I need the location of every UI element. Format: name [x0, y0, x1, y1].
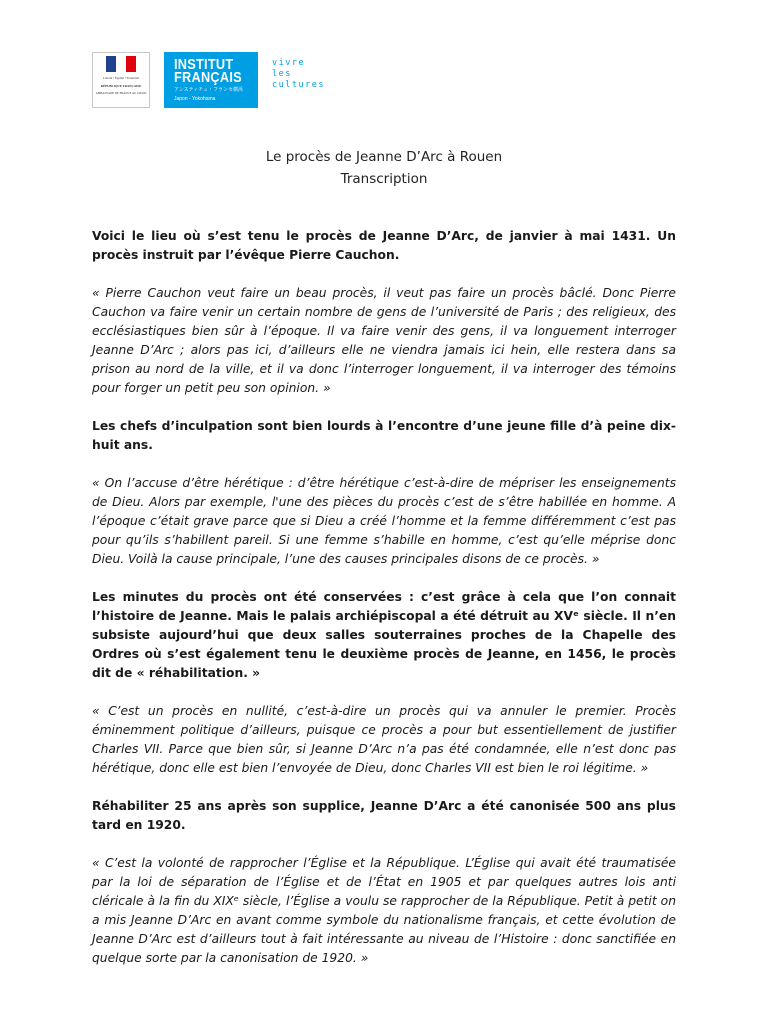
transcription-body	[92, 227, 676, 987]
tagline	[272, 58, 325, 91]
marianne-logo	[92, 52, 150, 108]
marianne-motto: Liberté • Égalité • Fraternité	[102, 76, 140, 80]
paragraph-narration: Réhabiliter 25 ans après son supplice, Jeanne D’Arc a été canonisée 500 ans plus tard en 1920.	[92, 799, 676, 832]
document-title	[0, 146, 768, 190]
paragraph-narration: Les minutes du procès ont été conservées : c’est grâce à cela que l’on connait l’histoire de Jeanne. Mais le palais archiépiscopal a été détruit au XVᵉ siècle. Il n’en subsiste aujourd’hui que deux salles souterraines proches de la Chapelle des Ordres où s’est également tenu le deuxième procès de Jeanne, en 1456, le procès dit de « réhabilitation. »	[92, 590, 676, 680]
title-line1: Le procès de Jeanne D’Arc à Rouen	[265, 149, 503, 165]
tagline-line3: cultures	[272, 80, 325, 90]
paragraph-quote: « C’est un procès en nullité, c’est-à-dire un procès qui va annuler le premier. Procès éminemment politique d’ailleurs, puisque ce procès a pour but essentiellement de justifier Charles VII. Parce que bien sûr, si Jeanne D’Arc n’a pas été condamnée, elle n’est donc pas hérétique, donc elle est bien l’envoyée de Dieu, donc Charles VII est bien le roi légitime. »	[92, 704, 676, 775]
title-line2: Transcription	[340, 171, 428, 187]
flag-white-stripe	[116, 56, 126, 72]
paragraph-quote: « Pierre Cauchon veut faire un beau procès, il veut pas faire un procès bâclé. Donc Pierre Cauchon va faire venir un certain nombre de gens de l’université de Paris ; des religieux, des ecclésiastiques bien sûr à l’époque. Il va faire venir des gens, il va longuement interroger Jeanne D’Arc ; alors pas ici, d’ailleurs elle ne viendra jamais ici hein, elle restera dans sa prison au nord de la ville, et il va donc l’interroger longuement, il va interroger des témoins pour forger un petit peu son opinion. »	[92, 286, 676, 395]
flag-blue-stripe	[106, 56, 116, 72]
header	[92, 52, 325, 110]
paragraph-quote: « C’est la volonté de rapprocher l’Église et la République. L’Église qui avait été traumatisée par la loi de séparation de l’Église et de l’État en 1905 et par quelques autres lois anti cléricale à la fin du XIXᵉ siècle, l’Église a voulu se rapprocher de la République. Petit à petit on a mis Jeanne D’Arc en avant comme symbole du nationalisme français, et cette évolution de Jeanne D’Arc est d’ailleurs tout à fait intéressante au niveau de l’Histoire : donc sanctifiée en quelque sorte par la canonisation de 1920. »	[92, 856, 676, 965]
institut-logo-sub-japanese: アンスティチュ・フランセ横浜	[174, 87, 244, 93]
institut-francais-logo	[164, 52, 258, 108]
marianne-flag-icon	[106, 56, 136, 72]
institut-logo-sub-location: Japon - Yokohama	[174, 96, 216, 102]
institut-logo-line1: INSTITUT	[174, 56, 234, 73]
paragraph-narration: Voici le lieu où s’est tenu le procès de Jeanne D’Arc, de janvier à mai 1431. Un procès instruit par l’évêque Pierre Cauchon.	[92, 229, 676, 262]
paragraph-narration: Les chefs d’inculpation sont bien lourds à l’encontre d’une jeune fille d’à peine dix-huit ans.	[92, 419, 676, 452]
tagline-line2: les	[272, 69, 292, 79]
marianne-embassy: AMBASSADE DE FRANCE AU JAPON	[95, 91, 147, 95]
flag-red-stripe	[126, 56, 136, 72]
institut-logo-line2: FRANÇAIS	[174, 69, 242, 86]
marianne-republic: RÉPUBLIQUE FRANÇAISE	[100, 84, 142, 88]
tagline-line1: vivre	[272, 58, 306, 68]
paragraph-quote: « On l’accuse d’être hérétique : d’être hérétique c’est-à-dire de mépriser les enseignements de Dieu. Alors par exemple, l'une des pièces du procès c’est de s’être habillée en homme. A l’époque c’était grave parce que si Dieu a créé l’homme et la femme différemment c’est pas pour qu’ils s’habillent pareil. Si une femme s’habille en homme, c’est qu’elle méprise donc Dieu. Voilà la cause principale, l’une des causes principales disons de ce procès. »	[92, 476, 676, 566]
